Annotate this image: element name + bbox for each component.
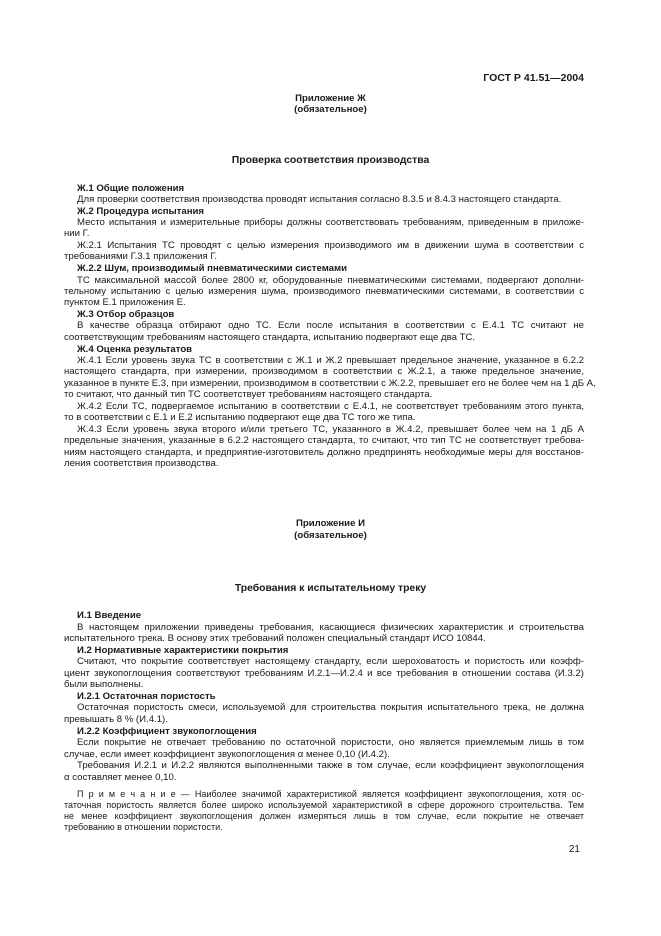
annex-i-status: (обязательное) bbox=[294, 530, 367, 541]
annex-zh-status: (обязательное) bbox=[294, 104, 367, 115]
annex-zh-heading: Проверка соответствия производства bbox=[231, 155, 430, 166]
annex-zh-title: Приложение Ж bbox=[295, 93, 366, 104]
annex-i-heading: Требования к испытательному треку bbox=[234, 583, 427, 594]
page-number: 21 bbox=[568, 844, 580, 855]
document-code: ГОСТ Р 41.51—2004 bbox=[483, 72, 584, 84]
annex-i-title: Приложение И bbox=[296, 518, 365, 529]
